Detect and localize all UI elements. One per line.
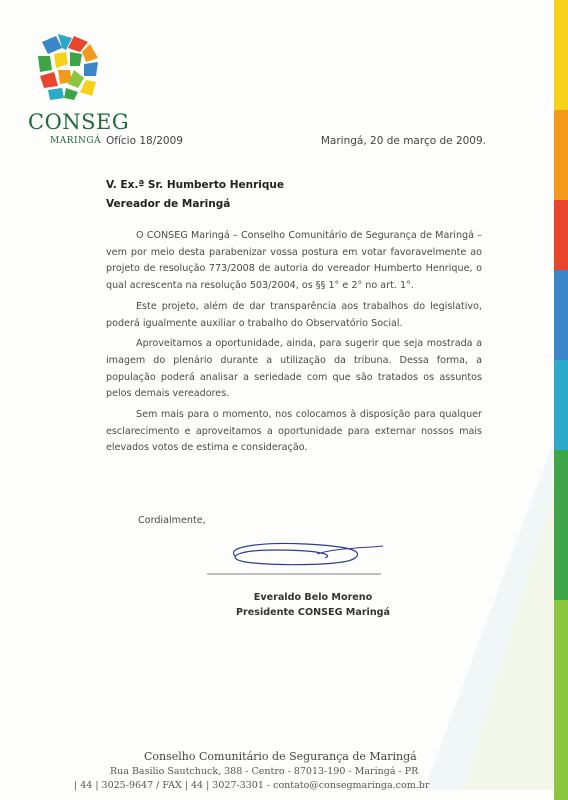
footer-contact: | 44 | 3025-9647 / FAX | 44 | 3027-3301 - contato@consegmaringa.com.br: [74, 780, 430, 791]
document-reference: Ofício 18/2009: [106, 135, 183, 147]
body-paragraph: Aproveitamos a oportunidade, ainda, para sugerir que seja mostrada a imagem do plenário durante a utilização da tribuna. Dessa forma, a população poderá analisar a seriedade com que são tratados os assuntos pelos demais vereadores.: [106, 338, 482, 400]
body-paragraph: Este projeto, além de dar transparência aos trabalhos do legislativo, poderá igualmente auxiliar o trabalho do Observatório Social.: [106, 300, 482, 329]
body-paragraph: O CONSEG Maringá – Conselho Comunitário de Segurança de Maringá – vem por meio desta parabenizar vossa postura em votar favoravelmente ao projeto de resolução 773/2008 de autoria do vereador Humberto Henrique, o qual acrescenta na resolução 503/2004, os §§ 1° e 2° no art. 1°.: [106, 230, 482, 292]
signatory-title: Presidente CONSEG Maringá: [236, 607, 391, 618]
closing-salutation: Cordialmente,: [138, 515, 206, 526]
brand-name: CONSEG: [28, 110, 130, 134]
recipient-block: [106, 176, 284, 214]
recipient-title: Vereador de Maringá: [106, 198, 231, 210]
conseg-logo-icon: [36, 34, 100, 100]
body-paragraph: Sem mais para o momento, nos colocamos à disposição para qualquer esclarecimento e aproveitamos a oportunidade para externar nossos mais elevados votos de estima e consideração.: [106, 409, 482, 454]
decorative-color-stripe: [554, 0, 568, 800]
footer-address: Rua Basilio Sautchuck, 388 - Centro - 87013-190 - Maringá - PR: [110, 766, 419, 777]
handwritten-signature: [205, 536, 395, 580]
signatory-block: [236, 590, 390, 620]
signatory-name: Everaldo Belo Moreno: [253, 592, 373, 603]
recipient-name: V. Ex.ª Sr. Humberto Henrique: [106, 179, 284, 191]
brand-city: MARINGÁ: [50, 136, 102, 146]
document-date: Maringá, 20 de março de 2009.: [320, 135, 486, 147]
letter-body: [106, 228, 482, 461]
footer-organization: Conselho Comunitário de Segurança de Maringá: [144, 750, 417, 763]
